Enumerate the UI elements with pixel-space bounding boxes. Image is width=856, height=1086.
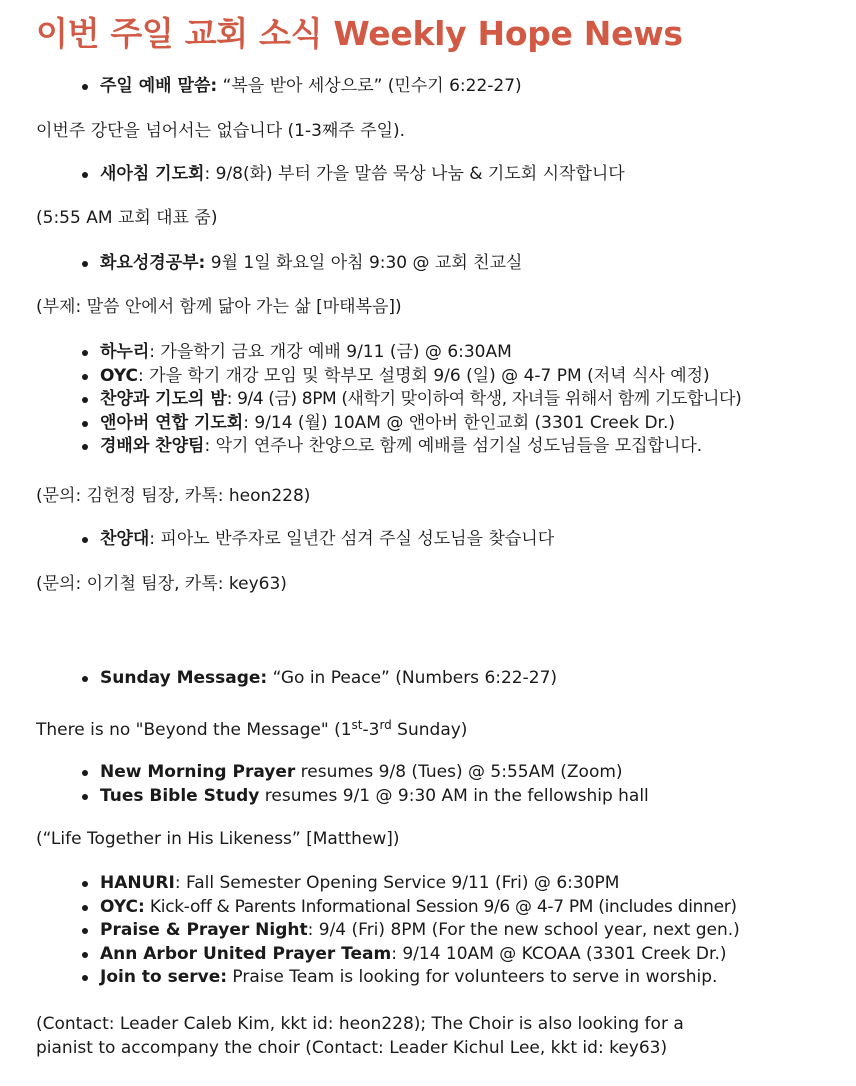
item-label: Ann Arbor United Prayer Team <box>100 943 392 964</box>
kr-contact-2: (문의: 이기철 팀장, 카톡: key63) <box>36 574 287 594</box>
item-text: : Fall Semester Opening Service 9/11 (Fri) @ 6:30PM <box>174 873 620 893</box>
item-label: Praise & Prayer Night <box>100 920 308 941</box>
list-item <box>100 667 557 691</box>
kr-bible-study-list <box>0 252 522 276</box>
item-text: resumes 9/1 @ 9:30 AM in the fellowship hall <box>259 785 649 806</box>
item-label: OYC: <box>100 896 145 917</box>
item-text: : 9/14 10AM @ KCOAA (3301 Creek Dr.) <box>391 943 727 964</box>
ordinal-suffix: st <box>351 718 363 732</box>
item-text: “Go in Peace” (Numbers 6:22-27) <box>267 668 558 688</box>
item-text: : 가을 학기 개강 모임 및 학부모 설명회 9/6 (일) @ 4-7 PM (저녁 식사 예정) <box>138 365 710 386</box>
item-text: : 가을학기 금요 개강 예배 9/11 (금) @ 6:30AM <box>149 342 512 362</box>
item-text: “복을 받아 세상으로” (민수기 6:22-27) <box>217 76 522 96</box>
list-item <box>100 761 649 785</box>
item-text: : 악기 연주나 찬양으로 함께 예배를 섬기실 성도님들을 모집합니다. <box>204 436 703 457</box>
item-label: 앤아버 연합 기도회 <box>100 412 244 433</box>
item-label: Join to serve: <box>100 967 228 988</box>
item-text: : 9/14 (월) 10AM @ 앤아버 한인교회 (3301 Creek Dr.) <box>243 412 676 433</box>
item-text: resumes 9/8 (Tues) @ 5:55AM (Zoom) <box>295 762 623 782</box>
item-text: : 9/4 (금) 8PM (새학기 맞이하여 학생, 자녀들 위해서 함께 기도합니다) <box>226 389 742 410</box>
kr-morning-prayer-note: (5:55 AM 교회 대표 줌) <box>36 208 218 228</box>
list-item <box>100 365 741 389</box>
note-text: Sunday) <box>391 720 468 740</box>
ordinal-suffix: rd <box>379 718 392 732</box>
item-label: Sunday Message: <box>100 668 268 688</box>
kr-choir-list <box>0 528 554 552</box>
list-item <box>100 412 741 436</box>
en-sermon-list <box>0 667 557 691</box>
kr-announcements-list <box>0 341 741 459</box>
item-text: Kick-off & Parents Informational Session 9/6 @ 4-7 PM (includes dinner) <box>144 896 737 917</box>
en-bible-study-subtitle: (“Life Together in His Likeness” [Matthew]) <box>36 829 400 849</box>
item-label: 하누리 <box>100 342 150 362</box>
list-item <box>100 163 625 187</box>
item-label: OYC <box>100 365 139 386</box>
en-contact-line-1: (Contact: Leader Caleb Kim, kkt id: heon228); The Choir is also looking for a <box>36 1014 684 1034</box>
kr-morning-prayer-list <box>0 163 625 187</box>
item-label: 경배와 찬양팀 <box>100 436 205 457</box>
kr-contact-1: (문의: 김헌정 팀장, 카톡: heon228) <box>36 486 311 506</box>
item-label: 주일 예배 말씀: <box>100 76 218 96</box>
en-contact-line-2: pianist to accompany the choir (Contact: Leader Kichul Lee, kkt id: key63) <box>36 1038 668 1058</box>
item-text: : 9/8(화) 부터 가을 말씀 묵상 나눔 & 기도회 시작합니다 <box>204 164 625 184</box>
list-item <box>100 252 522 276</box>
kr-bible-study-note: (부제: 말씀 안에서 함께 닮아 가는 삶 [마태복음]) <box>36 297 402 317</box>
list-item <box>100 943 740 967</box>
list-item <box>100 341 741 365</box>
item-label: 화요성경공부: <box>100 253 206 273</box>
note-text: There is no "Beyond the Message" (1 <box>36 720 352 740</box>
note-text: -3 <box>362 720 380 740</box>
item-label: Tues Bible Study <box>100 785 260 806</box>
list-item <box>100 966 740 990</box>
list-item <box>100 435 741 459</box>
item-label: HANURI <box>100 873 175 893</box>
item-text: : 9/4 (Fri) 8PM (For the new school year, next gen.) <box>307 920 740 941</box>
en-announcements-list <box>0 872 740 990</box>
kr-sermon-list <box>0 75 522 99</box>
list-item <box>100 919 740 943</box>
item-label: 찬양대 <box>100 529 150 549</box>
item-text: Praise Team is looking for volunteers to serve in worship. <box>227 967 718 988</box>
item-label: New Morning Prayer <box>100 762 296 782</box>
list-item <box>100 75 522 99</box>
item-text: 9월 1일 화요일 아침 9:30 @ 교회 친교실 <box>205 253 523 273</box>
list-item <box>100 872 740 896</box>
page-title: 이번 주일 교회 소식 Weekly Hope News <box>36 14 683 53</box>
list-item <box>100 785 649 809</box>
en-no-beyond-note <box>36 718 467 742</box>
item-label: 새아침 기도회 <box>100 164 205 184</box>
item-text: : 피아노 반주자로 일년간 섬겨 주실 성도님을 찾습니다 <box>149 529 555 549</box>
list-item <box>100 388 741 412</box>
list-item <box>100 528 554 552</box>
en-prayer-study-list <box>0 761 649 808</box>
list-item <box>100 896 740 920</box>
item-label: 찬양과 기도의 밤 <box>100 389 227 410</box>
kr-no-pulpit-note: 이번주 강단을 넘어서는 없습니다 (1-3째주 주일). <box>36 121 406 141</box>
